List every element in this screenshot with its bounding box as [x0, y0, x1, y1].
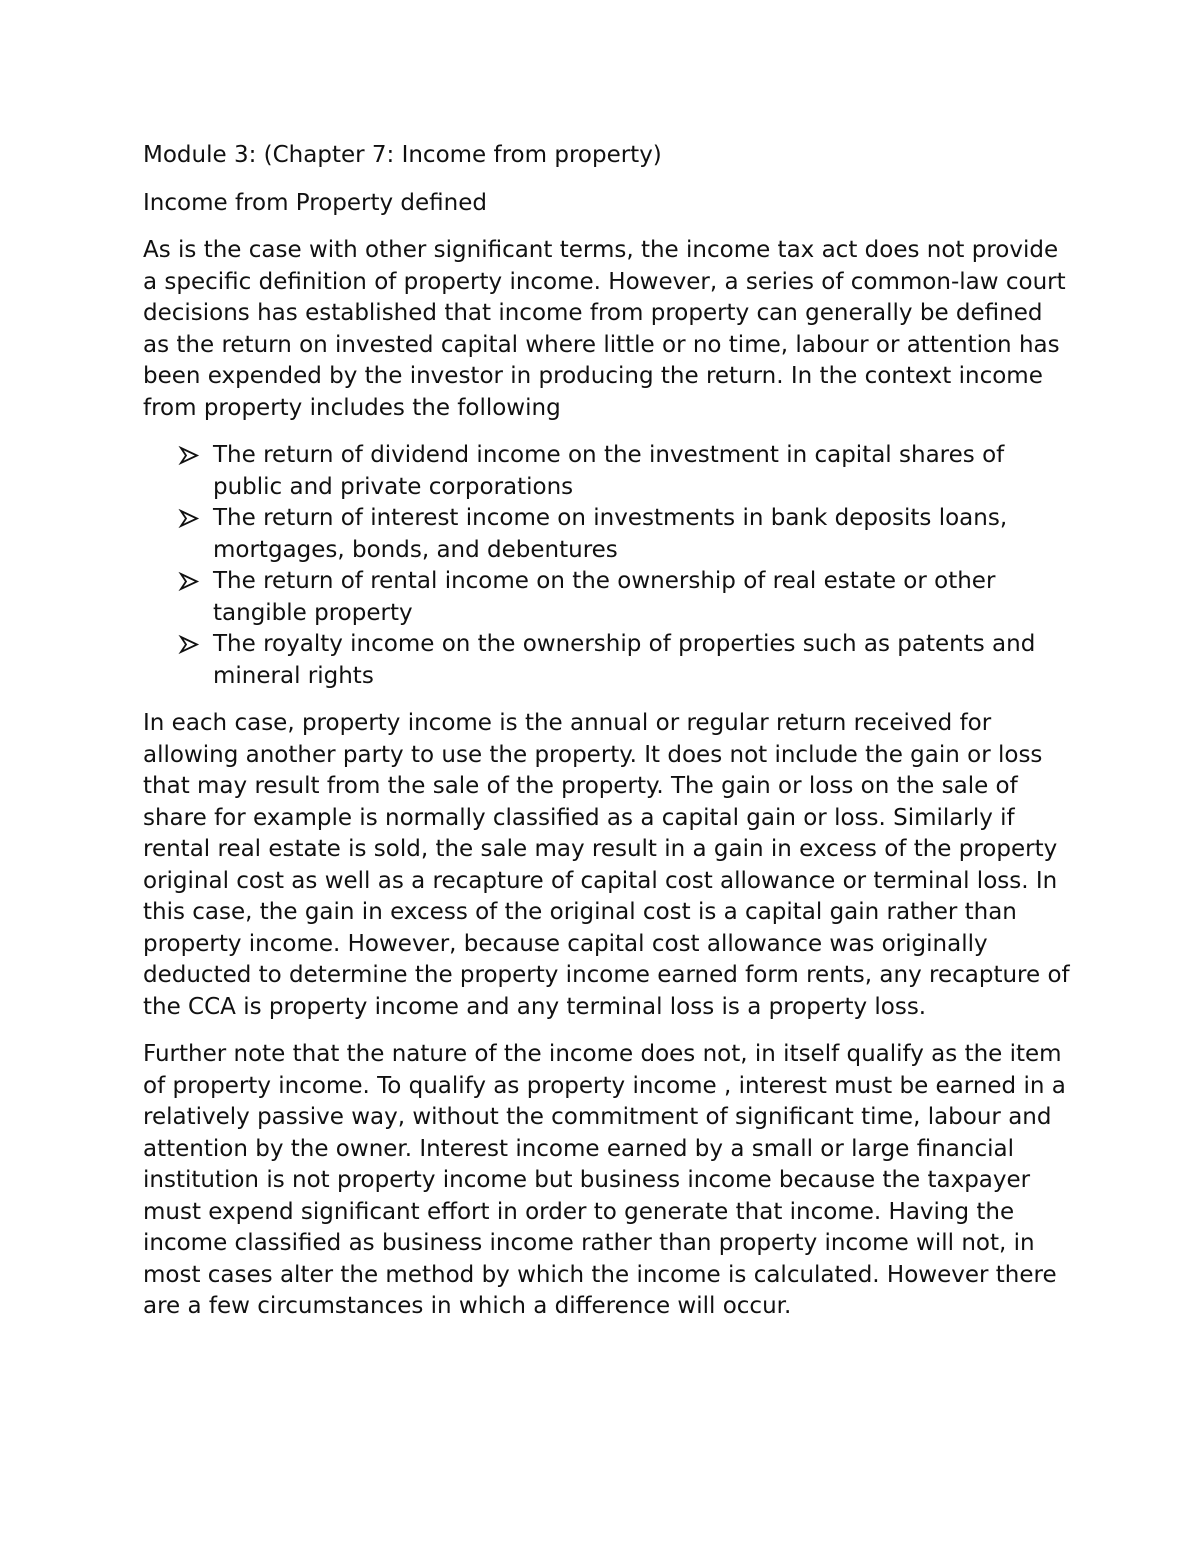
arrowhead-bullet-icon [178, 503, 200, 534]
arrowhead-bullet-icon [178, 566, 200, 597]
section-heading: Income from Property defined [143, 189, 487, 216]
list-item-text: The return of interest income on investments in bank deposits loans, mortgages, bonds, and debentures [213, 505, 1008, 563]
arrowhead-bullet-icon [178, 629, 200, 660]
arrowhead-bullet-icon [178, 440, 200, 471]
list-item [213, 629, 1073, 692]
list-item-text: The return of rental income on the ownership of real estate or other tangible property [213, 568, 996, 626]
intro-paragraph: As is the case with other significant terms, the income tax act does not provide a specific definition of property income. However, a series of common-law court decisions has established that income from property can generally be defined as the return on invested capital where little or no time, labour or attention has been expended by the investor in producing the return. In the context income from property includes the following [143, 237, 1066, 421]
list-item-text: The return of dividend income on the investment in capital shares of public and private corporations [213, 442, 1005, 500]
body-paragraph-business-income: Further note that the nature of the income does not, in itself qualify as the item of property income. To qualify as property income , interest must be earned in a relatively passive way, without the commitment of significant time, labour and attention by the owner. Interest income earned by a small or large financial institution is not property income but business income because the taxpayer must expend significant effort in order to generate that income. Having the income classified as business income rather than property income will not, in most cases alter the method by which the income is calculated. However there are a few circumstances in which a difference will occur. [143, 1041, 1066, 1319]
list-item-text: The royalty income on the ownership of properties such as patents and mineral rights [213, 631, 1036, 689]
property-income-list [143, 440, 1073, 692]
document-page [143, 140, 1073, 1339]
list-item [213, 440, 1073, 503]
body-paragraph-capital-gains: In each case, property income is the annual or regular return received for allowing another party to use the property. It does not include the gain or loss that may result from the sale of the property. The gain or loss on the sale of share for example is normally classified as a capital gain or loss. Similarly if rental real estate is sold, the sale may result in a gain in excess of the property original cost as well as a recapture of capital cost allowance or terminal loss. In this case, the gain in excess of the original cost is a capital gain rather than property income. However, because capital cost allowance was originally deducted to determine the property income earned form rents, any recapture of the CCA is property income and any terminal loss is a property loss. [143, 710, 1070, 1020]
list-item [213, 503, 1073, 566]
document-title: Module 3: (Chapter 7: Income from property) [143, 142, 662, 168]
list-item [213, 566, 1073, 629]
